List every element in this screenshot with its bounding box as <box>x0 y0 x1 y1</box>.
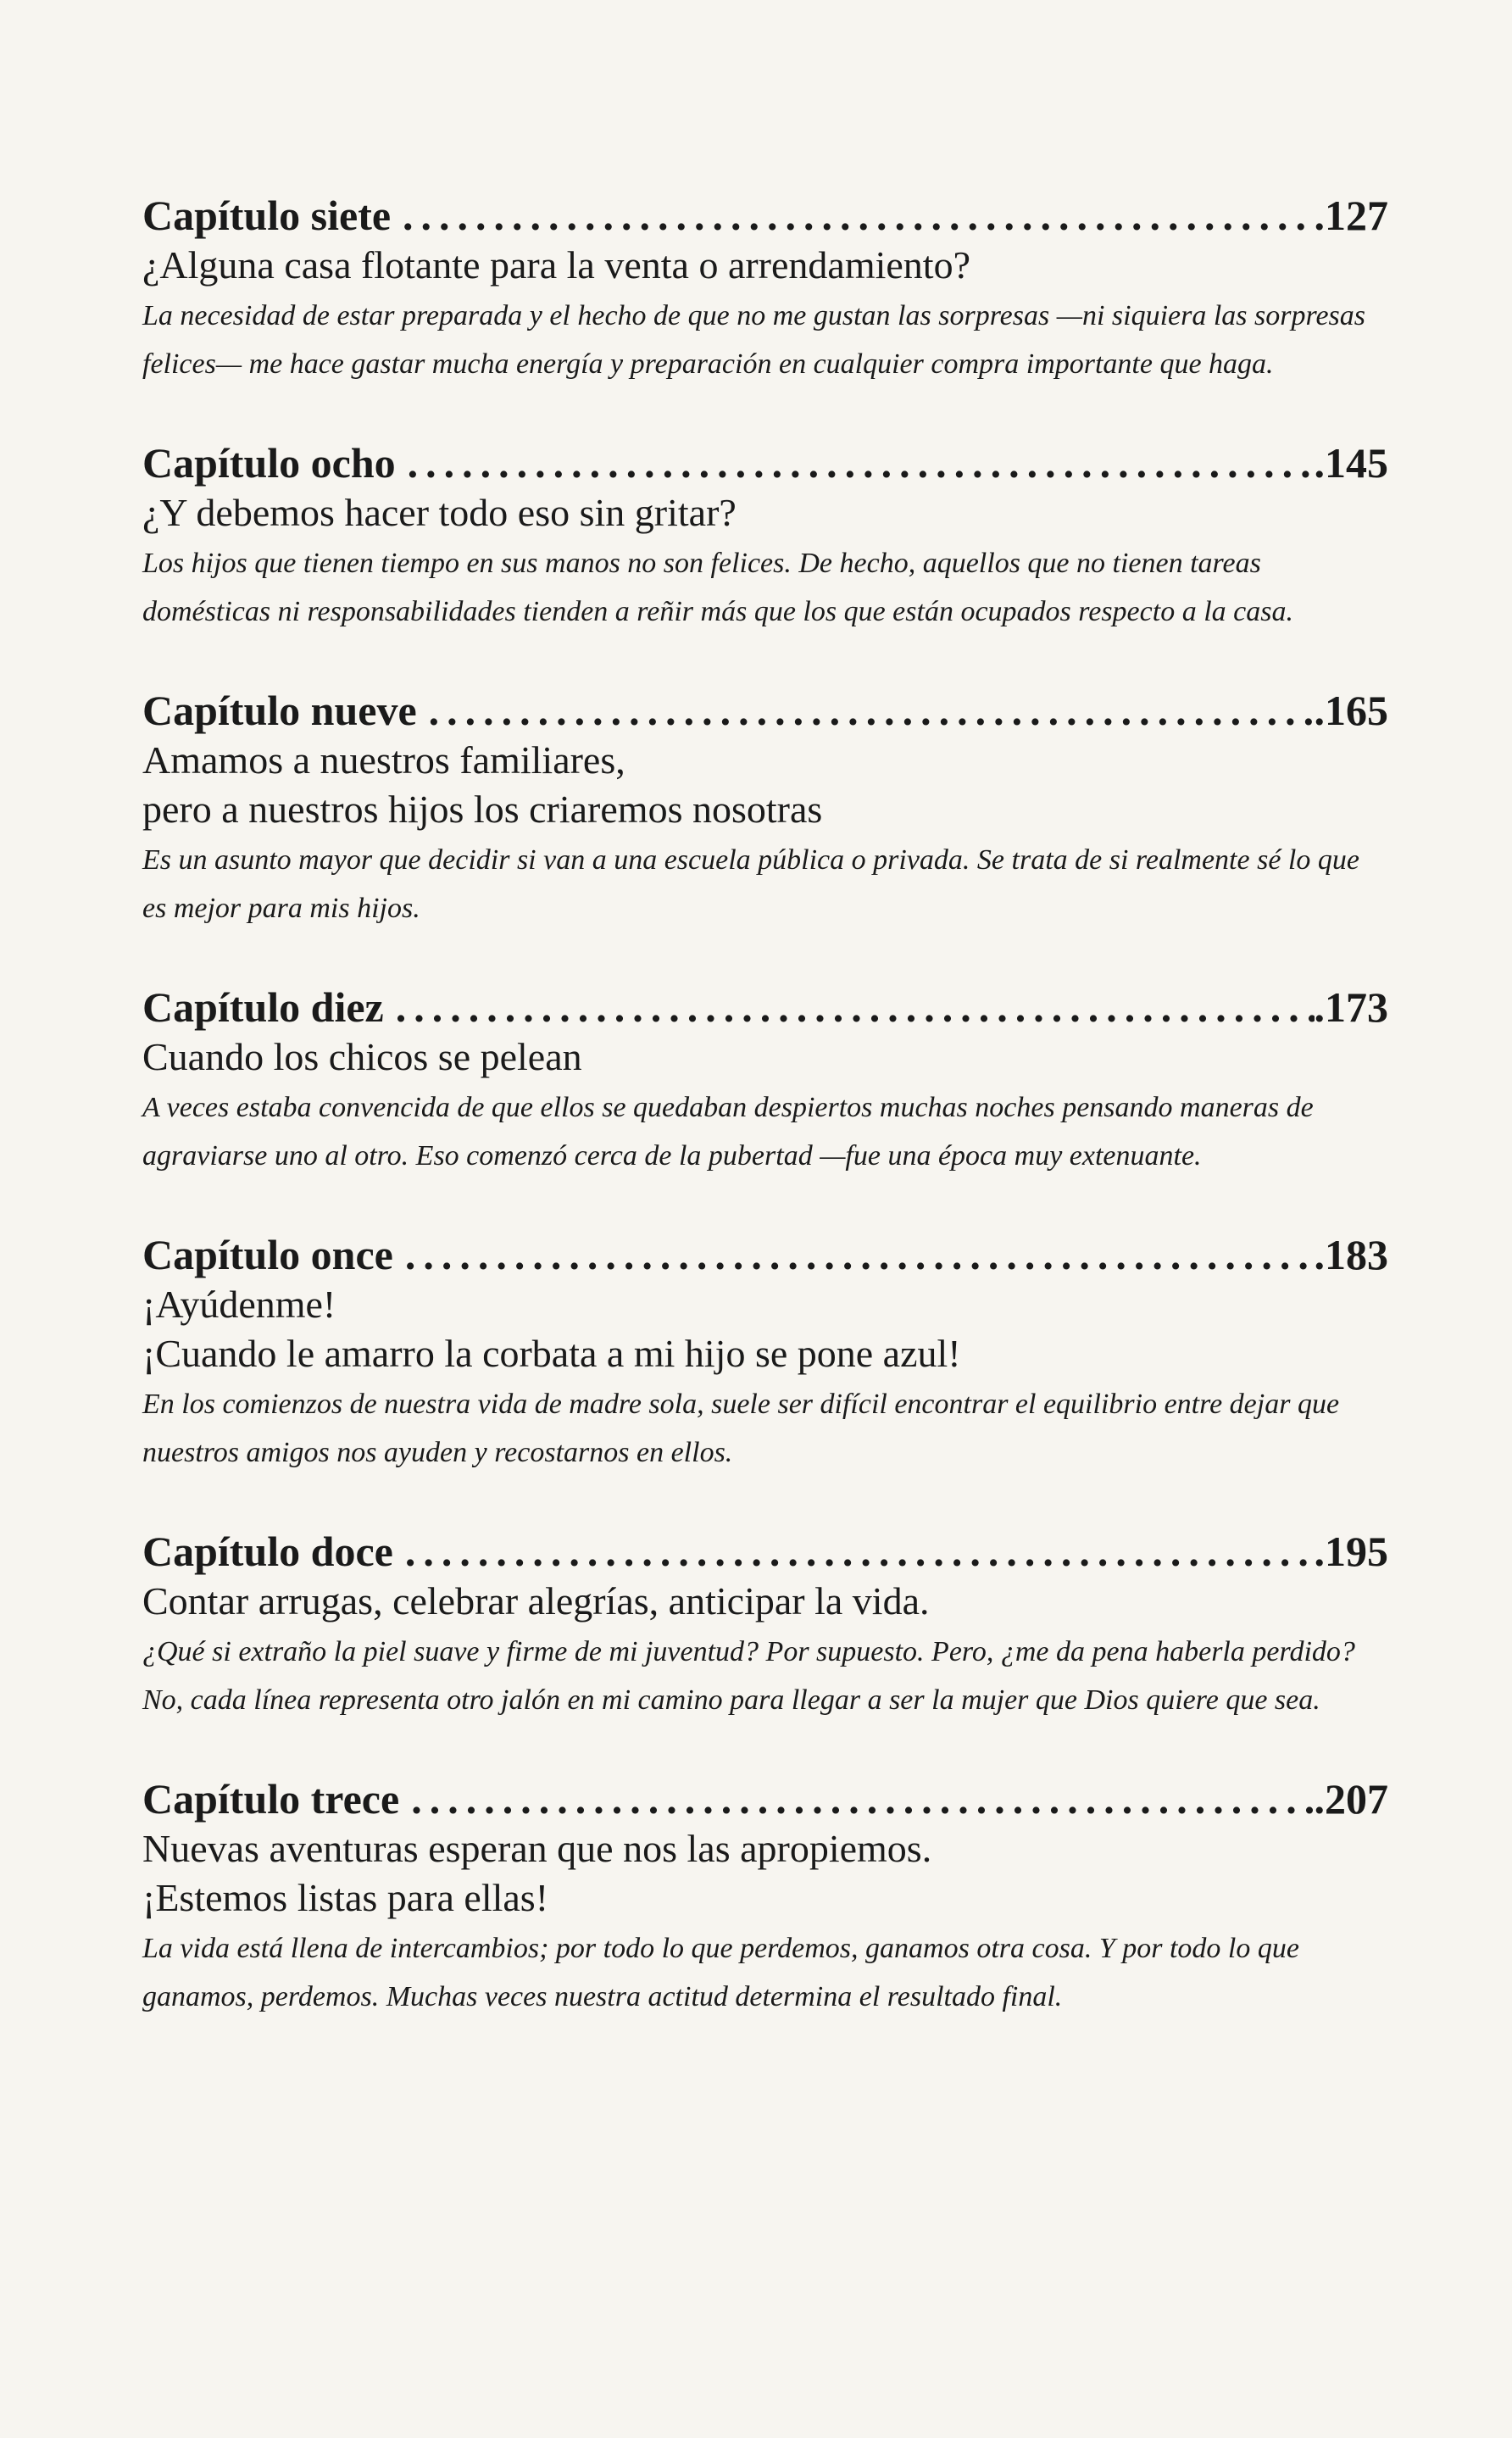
chapter-heading <box>142 190 1388 241</box>
toc-entry-chapter-9 <box>142 685 1388 932</box>
chapter-description: La necesidad de estar preparada y el hecho de que no me gustan las sorpresas —ni siquiera las sorpresas felices— me hace gastar mucha energía y preparación en cualquier compra importante que haga. <box>142 300 1366 380</box>
chapter-title: Contar arrugas, celebrar alegrías, anticipar la vida. <box>142 1579 930 1623</box>
toc-entry-chapter-12 <box>142 1526 1388 1724</box>
chapter-name: Capítulo once <box>142 1231 393 1278</box>
dot-leader <box>384 982 1315 1033</box>
page-number: .165 <box>1314 687 1388 734</box>
chapter-title-continued: pero a nuestros hijos los criaremos nosotras <box>142 788 823 831</box>
page-number: .195 <box>1314 1528 1388 1575</box>
chapter-description: Es un asunto mayor que decidir si van a una escuela pública o privada. Se trata de si realmente sé lo que es mejor para mis hijos. <box>142 844 1359 924</box>
chapter-heading <box>142 437 1388 488</box>
chapter-title: ¿Y debemos hacer todo eso sin gritar? <box>142 491 737 534</box>
chapter-description: La vida está llena de intercambios; por todo lo que perdemos, ganamos otra cosa. Y por todo lo que ganamos, perdemos. Muchas veces nuestra actitud determina el resultado final. <box>142 1933 1299 2012</box>
chapter-description: En los comienzos de nuestra vida de madre sola, suele ser difícil encontrar el equilibrio entre dejar que nuestros amigos nos ayuden y recostarnos en ellos. <box>142 1389 1340 1468</box>
toc-entry-chapter-7 <box>142 190 1388 388</box>
dot-leader <box>393 1229 1315 1280</box>
chapter-title-continued: ¡Cuando le amarro la corbata a mi hijo se pone azul! <box>142 1332 961 1375</box>
table-of-contents <box>142 190 1388 2070</box>
dot-leader <box>396 437 1315 488</box>
chapter-description: A veces estaba convencida de que ellos se quedaban despiertos muchas noches pensando maneras de agraviarse uno al otro. Eso comenzó cerca de la pubertad —fue una época muy extenuante. <box>142 1092 1314 1172</box>
chapter-heading <box>142 1773 1388 1824</box>
chapter-name: Capítulo trece <box>142 1775 400 1823</box>
chapter-name: Capítulo doce <box>142 1528 393 1575</box>
toc-entry-chapter-8 <box>142 437 1388 636</box>
chapter-name: Capítulo diez <box>142 983 384 1031</box>
chapter-heading <box>142 1229 1388 1280</box>
chapter-title: ¡Ayúdenme! <box>142 1283 336 1326</box>
chapter-name: Capítulo siete <box>142 192 392 239</box>
chapter-title: Amamos a nuestros familiares, <box>142 738 625 782</box>
dot-leader <box>399 1773 1314 1824</box>
page-number: .183 <box>1314 1231 1388 1278</box>
page-number: .127 <box>1314 192 1388 239</box>
chapter-heading <box>142 685 1388 736</box>
dot-leader <box>391 190 1314 241</box>
chapter-heading <box>142 1526 1388 1577</box>
toc-entry-chapter-13 <box>142 1773 1388 2021</box>
chapter-title: Cuando los chicos se pelean <box>142 1035 582 1078</box>
chapter-title: ¿Alguna casa flotante para la venta o arrendamiento? <box>142 243 971 287</box>
chapter-title: Nuevas aventuras esperan que nos las apropiemos. <box>142 1827 932 1870</box>
chapter-description: Los hijos que tienen tiempo en sus manos no son felices. De hecho, aquellos que no tienen tareas domésticas ni responsabilidades tienden a reñir más que los que están ocupados respecto a la casa. <box>142 548 1293 627</box>
page-number: .207 <box>1314 1775 1388 1823</box>
chapter-name: Capítulo ocho <box>142 439 396 487</box>
dot-leader <box>417 685 1315 736</box>
page-number: .145 <box>1314 439 1388 487</box>
page-number: .173 <box>1314 983 1388 1031</box>
toc-entry-chapter-11 <box>142 1229 1388 1477</box>
chapter-title-continued: ¡Estemos listas para ellas! <box>142 1876 549 1919</box>
dot-leader <box>393 1526 1315 1577</box>
chapter-name: Capítulo nueve <box>142 687 417 734</box>
chapter-description: ¿Qué si extraño la piel suave y firme de mi juventud? Por supuesto. Pero, ¿me da pena haberla perdido? No, cada línea representa otro jalón en mi camino para llegar a ser la mujer que Dios quiere que sea. <box>142 1636 1355 1716</box>
chapter-heading <box>142 982 1388 1033</box>
toc-entry-chapter-10 <box>142 982 1388 1180</box>
